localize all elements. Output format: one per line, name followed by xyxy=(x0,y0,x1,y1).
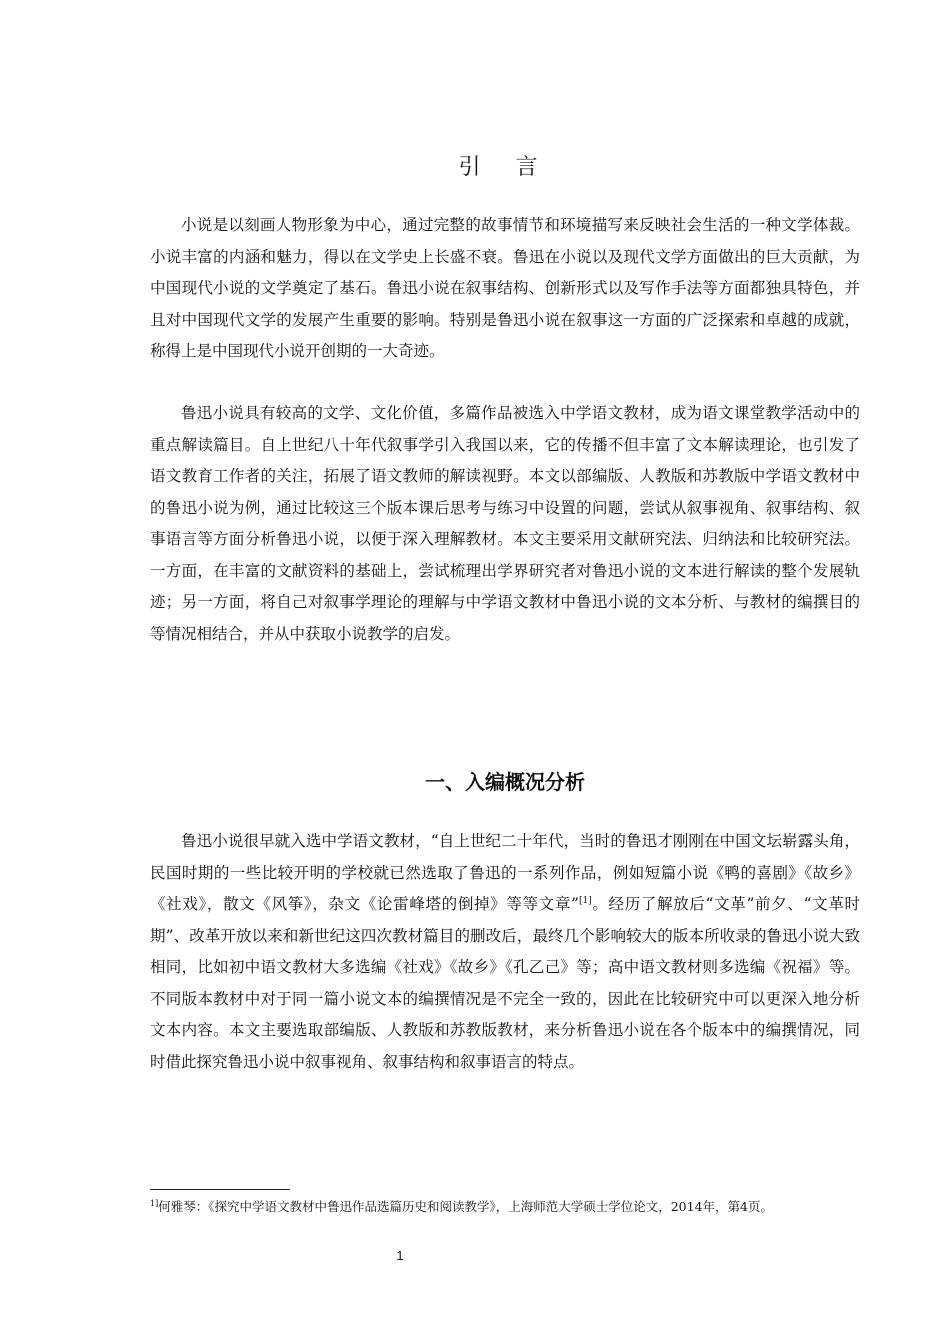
section-1-text-after-ref: 。经历了解放后“文革”前夕、“文革时期”、改革开放以来和新世纪这四次教材篇目的删改后，最终几个影响较大的版本所收录的鲁迅小说大致相同，比如初中语文教材大多选编《社戏》《故乡》《孔乙己》等；高中语文教材则多选编《祝福》等。不同版本教材中对于同一篇小说文本的编撰情况是不完全一致的，因此在比较研究中可以更深入地分析文本内容。本文主要选取部编版、人教版和苏教版教材，来分析鲁迅小说在各个版本中的编撰情况，同时借此探究鲁迅小说中叙事视角、叙事结构和叙事语言的特点。 xyxy=(150,895,860,1071)
intro-paragraph-1: 小说是以刻画人物形象为中心，通过完整的故事情节和环境描写来反映社会生活的一种文学体裁。小说丰富的内涵和魅力，得以在文学史上长盛不衰。鲁迅在小说以及现代文学方面做出的巨大贡献，为中国现代小说的文学奠定了基石。鲁迅小说在叙事结构、创新形式以及写作手法等方面都独具特色，并且对中国现代文学的发展产生重要的影响。特别是鲁迅小说在叙事这一方面的广泛探索和卓越的成就，称得上是中国现代小说开创期的一大奇迹。 xyxy=(150,216,860,360)
intro-paragraph-2: 鲁迅小说具有较高的文学、文化价值，多篇作品被选入中学语文教材，成为语文课堂教学活动中的重点解读篇目。自上世纪八十年代叙事学引入我国以来，它的传播不但丰富了文本解读理论，也引发了语文教育工作者的关注，拓展了语文教师的解读视野。本文以部编版、人教版和苏教版中学语文教材中的鲁迅小说为例，通过比较这三个版本课后思考与练习中设置的问题，尝试从叙事视角、叙事结构、叙事语言等方面分析鲁迅小说，以便于深入理解教材。本文主要采用文献研究法、归纳法和比较研究法。一方面，在丰富的文献资料的基础上，尝试梳理出学界研究者对鲁迅小说的文本进行解读的整个发展轨迹；另一方面，将自己对叙事学理论的理解与中学语文教材中鲁迅小说的文本分析、与教材的编撰目的等情况相结合，并从中获取小说教学的启发。 xyxy=(150,404,860,643)
section-1-text-before-ref: 鲁迅小说很早就入选中学语文教材，“自上世纪二十年代，当时的鲁迅才刚刚在中国文坛崭露头角，民国时期的一些比较开明的学校就已然选取了鲁迅的一系列作品，例如短篇小说《鸭的喜剧》《故乡》《社戏》，散文《风筝》，杂文《论雷峰塔的倒掉》等等文章” xyxy=(150,832,860,913)
footnote-mark: 1] xyxy=(150,1199,159,1208)
page-number: 1 xyxy=(396,1248,404,1263)
section-1-paragraph xyxy=(150,826,860,1078)
intro-heading: 引 言 xyxy=(458,155,552,180)
footnote-divider xyxy=(150,1189,290,1190)
footnote-text: 何雅琴：《探究中学语文教材中鲁迅作品选篇历史和阅读教学》，上海师范大学硕士学位论文，2014年，第4页。 xyxy=(158,1199,773,1215)
section-1-heading: 一、入编概况分析 xyxy=(425,770,585,794)
footnote xyxy=(150,1195,860,1216)
footnote-reference[interactable]: [1] xyxy=(578,895,592,906)
